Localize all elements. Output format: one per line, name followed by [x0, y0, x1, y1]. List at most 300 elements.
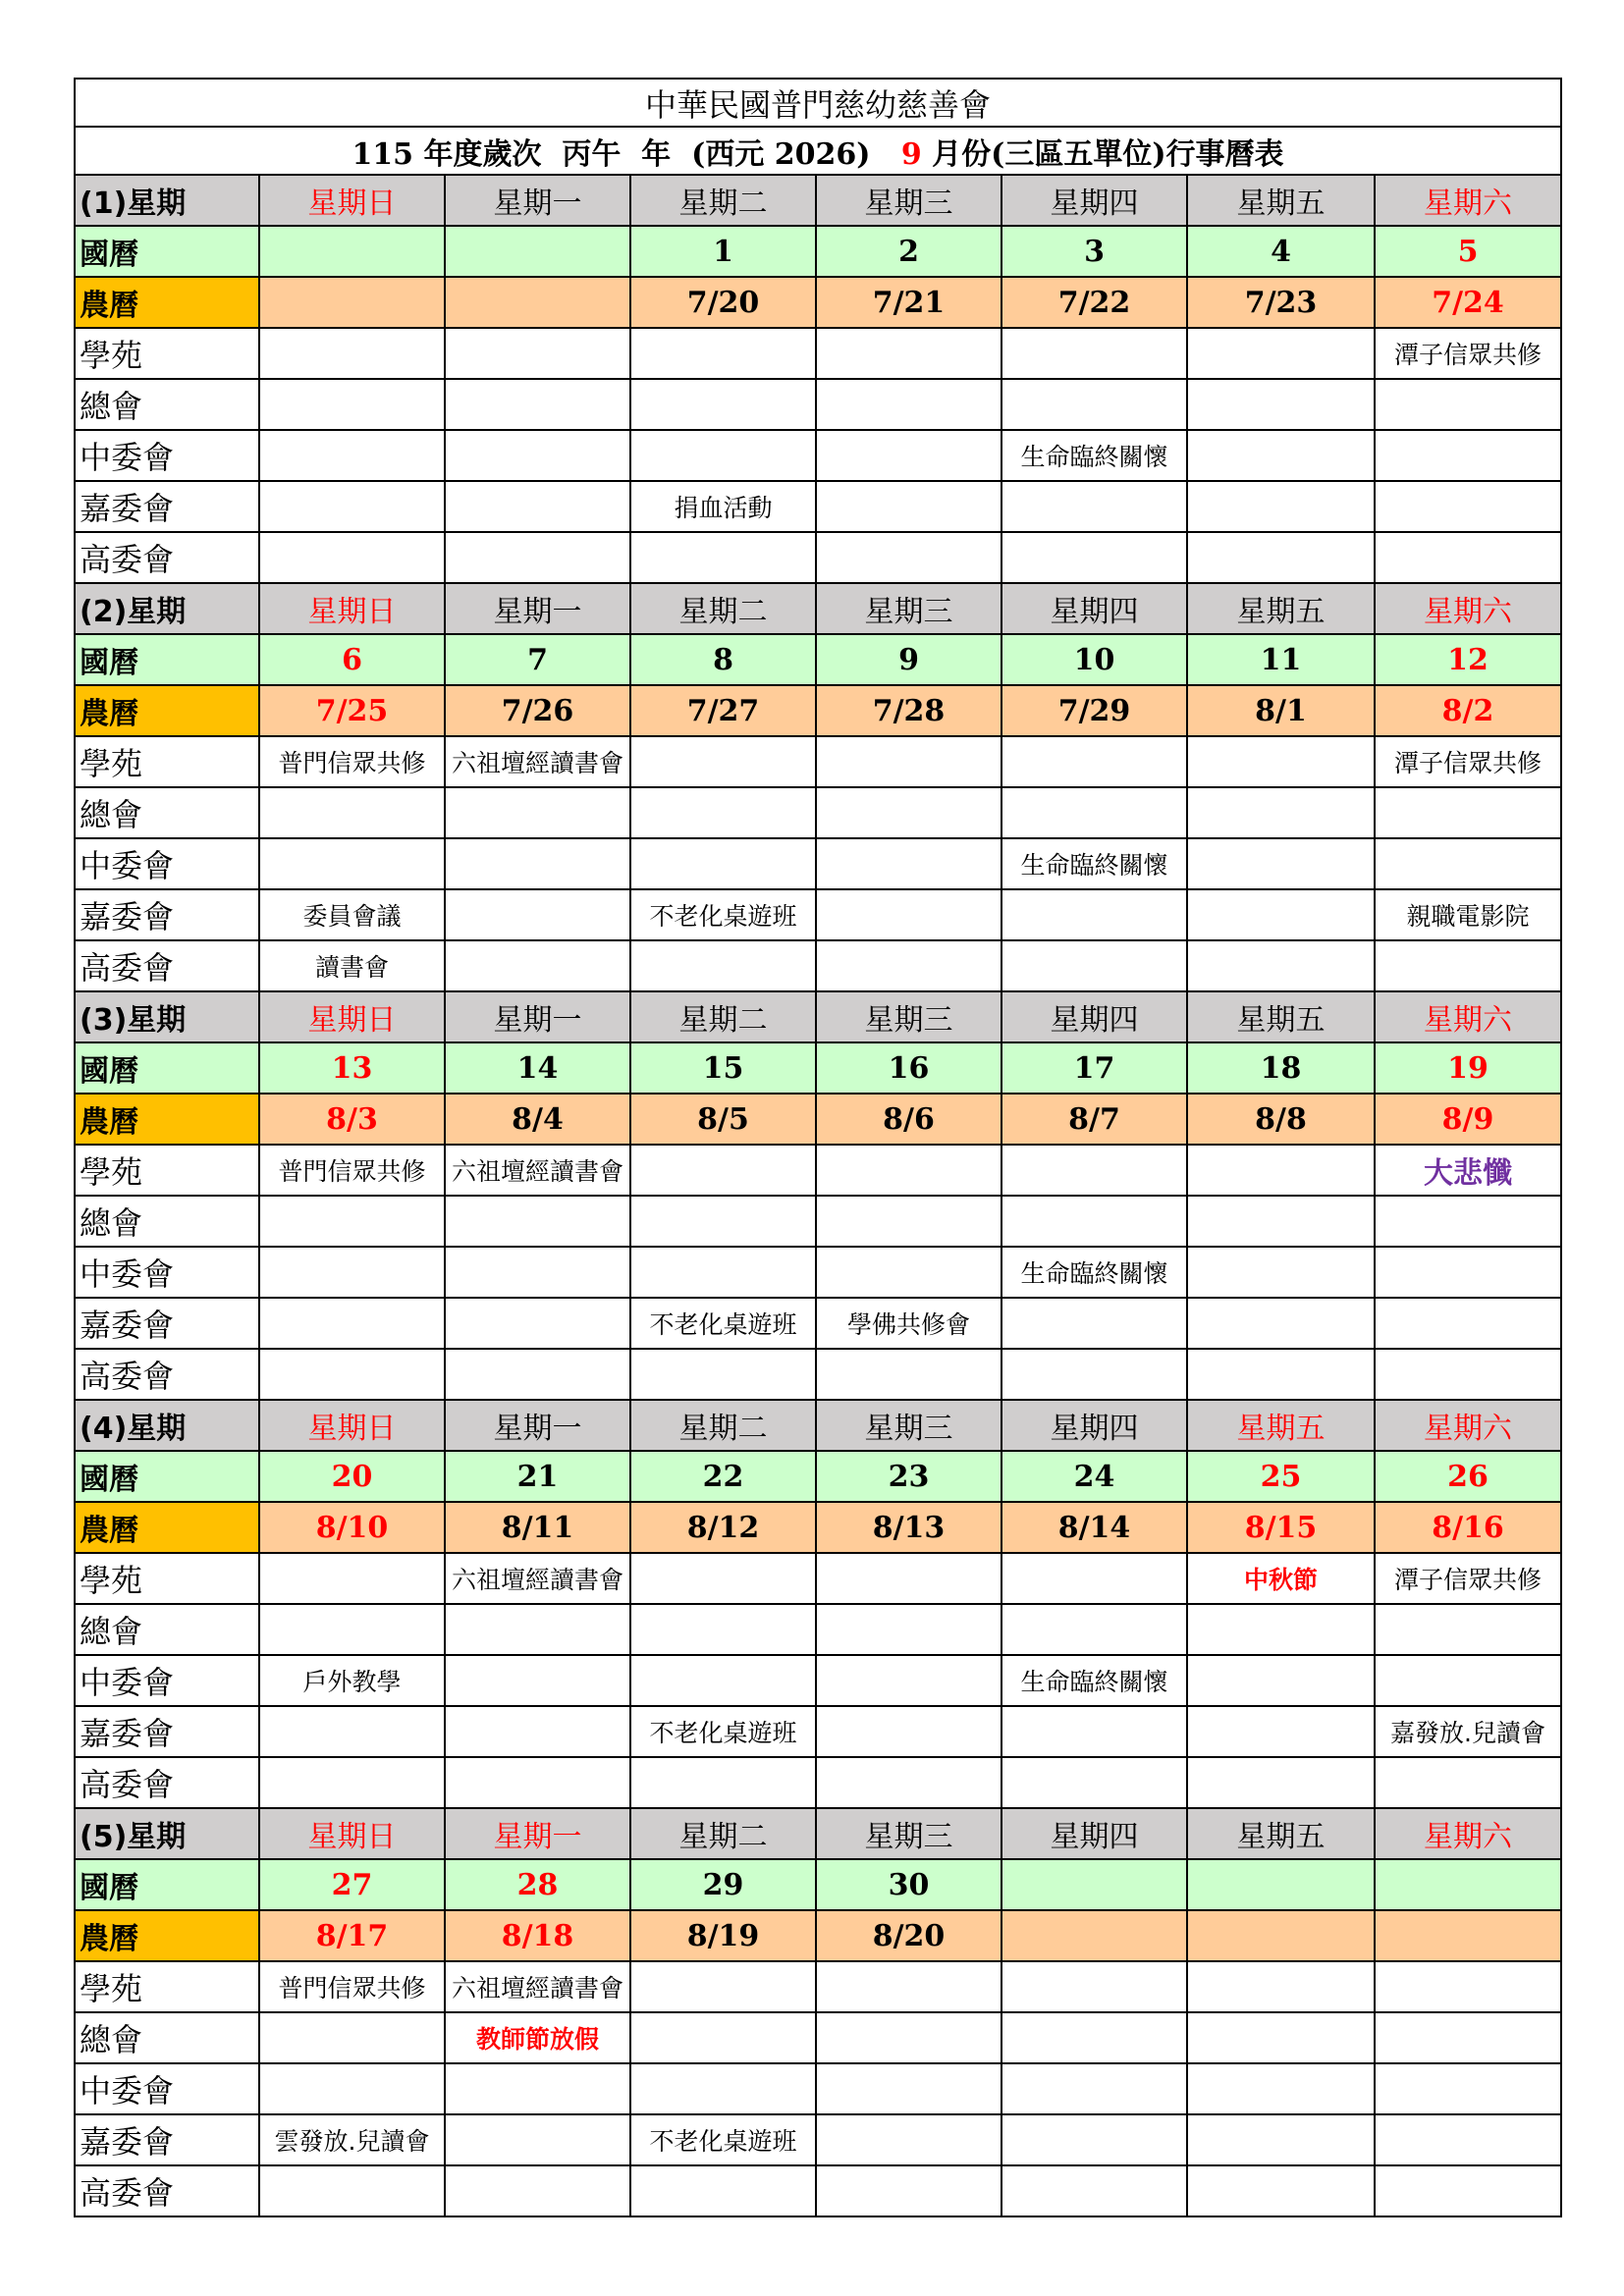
lunar-date-cell: 7/25: [259, 685, 445, 736]
unit-label: 嘉委會: [75, 1298, 259, 1349]
unit-label: 高委會: [75, 940, 259, 991]
weekday-cell: 星期四: [1001, 583, 1187, 634]
week-header-row: [75, 583, 1561, 634]
week-label: (3)星期: [75, 991, 259, 1042]
event-cell: [816, 1961, 1001, 2012]
event-cell: [816, 532, 1001, 583]
lunar-label: 農曆: [75, 1910, 259, 1961]
week-header-row: [75, 1400, 1561, 1451]
event-cell: [1375, 481, 1561, 532]
event-cell: [445, 787, 630, 838]
gregorian-row: [75, 226, 1561, 277]
event-cell: [816, 2012, 1001, 2063]
event-cell: [630, 1553, 816, 1604]
weekday-cell: 星期三: [816, 1808, 1001, 1859]
week-header-row: [75, 1808, 1561, 1859]
event-row-central-committee: [75, 430, 1561, 481]
event-cell: [816, 379, 1001, 430]
event-cell: [445, 1349, 630, 1400]
gregorian-date-cell: 13: [259, 1042, 445, 1094]
lunar-date-cell: [259, 277, 445, 328]
event-cell: [445, 838, 630, 889]
event-cell: 潭子信眾共修: [1375, 1553, 1561, 1604]
event-cell: [1375, 2063, 1561, 2114]
event-cell: [816, 838, 1001, 889]
event-cell: [1375, 2165, 1561, 2216]
event-cell: [1187, 1349, 1375, 1400]
weekday-cell: 星期日: [259, 175, 445, 226]
weekday-cell: 星期二: [630, 1808, 816, 1859]
event-cell: [1187, 1706, 1375, 1757]
event-cell: [630, 1349, 816, 1400]
lunar-date-cell: [1187, 1910, 1375, 1961]
lunar-date-cell: 8/11: [445, 1502, 630, 1553]
event-cell: [816, 1757, 1001, 1808]
event-cell: [630, 2012, 816, 2063]
unit-label: 嘉委會: [75, 481, 259, 532]
event-cell: [259, 1757, 445, 1808]
gregorian-row: [75, 634, 1561, 685]
event-cell: [630, 838, 816, 889]
lunar-date-cell: 8/2: [1375, 685, 1561, 736]
lunar-label: 農曆: [75, 277, 259, 328]
gregorian-date-cell: 8: [630, 634, 816, 685]
event-cell: [445, 940, 630, 991]
event-cell: [1187, 430, 1375, 481]
unit-label: 學苑: [75, 1961, 259, 2012]
lunar-date-cell: 8/6: [816, 1094, 1001, 1145]
event-cell: [259, 1196, 445, 1247]
weekday-cell: 星期六: [1375, 991, 1561, 1042]
event-row-kaohsiung-committee: [75, 940, 1561, 991]
event-cell: 六祖壇經讀書會: [445, 1961, 630, 2012]
weekday-cell: 星期一: [445, 1808, 630, 1859]
event-cell: [1375, 2012, 1561, 2063]
event-cell: [1187, 2165, 1375, 2216]
event-cell: [259, 2012, 445, 2063]
event-cell: [445, 532, 630, 583]
weekday-cell: 星期三: [816, 1400, 1001, 1451]
lunar-row: [75, 277, 1561, 328]
lunar-date-cell: 7/27: [630, 685, 816, 736]
event-cell: [630, 430, 816, 481]
lunar-date-cell: 8/14: [1001, 1502, 1187, 1553]
lunar-row: [75, 1094, 1561, 1145]
gregorian-label: 國曆: [75, 226, 259, 277]
event-cell: 委員會議: [259, 889, 445, 940]
subtitle-suffix: 月份(三區五單位)行事曆表: [921, 136, 1284, 172]
event-row-kaohsiung-committee: [75, 532, 1561, 583]
gregorian-date-cell: 18: [1187, 1042, 1375, 1094]
event-cell: [1187, 1145, 1375, 1196]
lunar-date-cell: 8/10: [259, 1502, 445, 1553]
event-cell: [1001, 1757, 1187, 1808]
event-cell: 不老化桌遊班: [630, 889, 816, 940]
event-cell: 生命臨終關懷: [1001, 838, 1187, 889]
gregorian-label: 國曆: [75, 1859, 259, 1910]
event-cell: [1375, 1247, 1561, 1298]
event-cell: 不老化桌遊班: [630, 1298, 816, 1349]
lunar-date-cell: 7/24: [1375, 277, 1561, 328]
event-cell: [630, 532, 816, 583]
subtitle-prefix: 115 年度歲次 丙午 年 (西元 2026): [352, 136, 901, 172]
event-row-headquarters: [75, 1604, 1561, 1655]
event-cell: 親職電影院: [1375, 889, 1561, 940]
event-row-academy: [75, 328, 1561, 379]
unit-label: 中委會: [75, 1247, 259, 1298]
unit-label: 嘉委會: [75, 2114, 259, 2165]
event-cell: [816, 1247, 1001, 1298]
event-cell: [1001, 1298, 1187, 1349]
event-cell: [445, 2114, 630, 2165]
event-cell: [1187, 481, 1375, 532]
weekday-cell: 星期二: [630, 583, 816, 634]
weekday-cell: 星期二: [630, 991, 816, 1042]
event-cell: [1187, 328, 1375, 379]
event-cell: [1187, 2114, 1375, 2165]
lunar-date-cell: 8/13: [816, 1502, 1001, 1553]
event-cell: 生命臨終關懷: [1001, 1655, 1187, 1706]
weekday-cell: 星期四: [1001, 1400, 1187, 1451]
week-label: (4)星期: [75, 1400, 259, 1451]
page-title: 中華民國普門慈幼慈善會: [75, 79, 1561, 127]
event-cell: 普門信眾共修: [259, 736, 445, 787]
lunar-date-cell: 7/21: [816, 277, 1001, 328]
unit-label: 中委會: [75, 430, 259, 481]
gregorian-date-cell: 29: [630, 1859, 816, 1910]
event-cell: [630, 787, 816, 838]
week-label: (1)星期: [75, 175, 259, 226]
gregorian-date-cell: 20: [259, 1451, 445, 1502]
event-cell: [1375, 1298, 1561, 1349]
event-cell: [259, 2063, 445, 2114]
weekday-cell: 星期六: [1375, 1808, 1561, 1859]
lunar-date-cell: 8/18: [445, 1910, 630, 1961]
weekday-cell: 星期三: [816, 175, 1001, 226]
gregorian-date-cell: 4: [1187, 226, 1375, 277]
event-cell: [1375, 379, 1561, 430]
event-cell: [1001, 328, 1187, 379]
lunar-date-cell: 8/8: [1187, 1094, 1375, 1145]
weekday-cell: 星期三: [816, 583, 1001, 634]
gregorian-date-cell: 1: [630, 226, 816, 277]
week-header-row: [75, 175, 1561, 226]
gregorian-label: 國曆: [75, 634, 259, 685]
event-cell: [1375, 1349, 1561, 1400]
event-cell: [816, 889, 1001, 940]
event-cell: [259, 532, 445, 583]
event-cell: 捐血活動: [630, 481, 816, 532]
gregorian-date-cell: 17: [1001, 1042, 1187, 1094]
event-cell: [1187, 1247, 1375, 1298]
lunar-label: 農曆: [75, 1094, 259, 1145]
event-cell: [1375, 1604, 1561, 1655]
gregorian-date-cell: 22: [630, 1451, 816, 1502]
gregorian-date-cell: 15: [630, 1042, 816, 1094]
event-cell: [816, 1706, 1001, 1757]
event-cell: [445, 1196, 630, 1247]
event-cell: [1375, 1196, 1561, 1247]
event-row-central-committee: [75, 1247, 1561, 1298]
event-cell: [816, 2114, 1001, 2165]
event-cell: [630, 2165, 816, 2216]
event-cell: 雲發放.兒讀會: [259, 2114, 445, 2165]
lunar-date-cell: 8/4: [445, 1094, 630, 1145]
event-cell: [1001, 787, 1187, 838]
event-cell: [1001, 889, 1187, 940]
weekday-cell: 星期六: [1375, 1400, 1561, 1451]
event-row-kaohsiung-committee: [75, 2165, 1561, 2216]
unit-label: 高委會: [75, 1757, 259, 1808]
event-cell: [445, 1757, 630, 1808]
lunar-row: [75, 1910, 1561, 1961]
event-cell: [1001, 532, 1187, 583]
event-cell: [445, 889, 630, 940]
unit-label: 高委會: [75, 532, 259, 583]
event-cell: [630, 736, 816, 787]
weekday-cell: 星期五: [1187, 991, 1375, 1042]
gregorian-date-cell: 25: [1187, 1451, 1375, 1502]
lunar-date-cell: 8/9: [1375, 1094, 1561, 1145]
event-cell: [259, 1706, 445, 1757]
lunar-date-cell: 8/12: [630, 1502, 816, 1553]
unit-label: 嘉委會: [75, 1706, 259, 1757]
event-cell: 學佛共修會: [816, 1298, 1001, 1349]
event-row-chiayi-committee: [75, 889, 1561, 940]
event-cell: [259, 1298, 445, 1349]
event-row-chiayi-committee: [75, 2114, 1561, 2165]
lunar-date-cell: 8/3: [259, 1094, 445, 1145]
event-cell: [1187, 940, 1375, 991]
event-cell: 潭子信眾共修: [1375, 328, 1561, 379]
gregorian-row: [75, 1042, 1561, 1094]
event-cell: [816, 1145, 1001, 1196]
event-cell: [259, 838, 445, 889]
lunar-date-cell: 8/5: [630, 1094, 816, 1145]
event-cell: [1375, 1757, 1561, 1808]
lunar-date-cell: 8/15: [1187, 1502, 1375, 1553]
gregorian-date-cell: 7: [445, 634, 630, 685]
lunar-date-cell: 8/7: [1001, 1094, 1187, 1145]
event-cell: [1001, 1145, 1187, 1196]
gregorian-date-cell: 28: [445, 1859, 630, 1910]
weekday-cell: 星期一: [445, 175, 630, 226]
event-cell: [1001, 2063, 1187, 2114]
event-cell: 大悲懺: [1375, 1145, 1561, 1196]
gregorian-label: 國曆: [75, 1451, 259, 1502]
event-cell: [1187, 1961, 1375, 2012]
unit-label: 學苑: [75, 1145, 259, 1196]
event-row-central-committee: [75, 2063, 1561, 2114]
event-cell: [1001, 1553, 1187, 1604]
event-cell: [1187, 1757, 1375, 1808]
gregorian-date-cell: [1375, 1859, 1561, 1910]
gregorian-row: [75, 1859, 1561, 1910]
unit-label: 嘉委會: [75, 889, 259, 940]
event-cell: [630, 1145, 816, 1196]
event-cell: [630, 1961, 816, 2012]
lunar-date-cell: 7/29: [1001, 685, 1187, 736]
gregorian-date-cell: 12: [1375, 634, 1561, 685]
gregorian-date-cell: 2: [816, 226, 1001, 277]
gregorian-date-cell: 5: [1375, 226, 1561, 277]
gregorian-label: 國曆: [75, 1042, 259, 1094]
lunar-date-cell: 8/19: [630, 1910, 816, 1961]
event-cell: [816, 940, 1001, 991]
event-cell: 六祖壇經讀書會: [445, 1145, 630, 1196]
event-cell: 中秋節: [1187, 1553, 1375, 1604]
event-cell: [259, 1604, 445, 1655]
event-cell: [445, 481, 630, 532]
event-row-chiayi-committee: [75, 1298, 1561, 1349]
lunar-date-cell: 8/1: [1187, 685, 1375, 736]
event-cell: [1187, 532, 1375, 583]
weekday-cell: 星期日: [259, 991, 445, 1042]
event-cell: [816, 2063, 1001, 2114]
gregorian-date-cell: 11: [1187, 634, 1375, 685]
event-cell: [630, 2063, 816, 2114]
lunar-date-cell: 7/26: [445, 685, 630, 736]
gregorian-date-cell: 26: [1375, 1451, 1561, 1502]
event-cell: 不老化桌遊班: [630, 1706, 816, 1757]
weekday-cell: 星期一: [445, 1400, 630, 1451]
event-cell: [445, 1655, 630, 1706]
event-cell: [1001, 1196, 1187, 1247]
event-cell: [1001, 2012, 1187, 2063]
lunar-label: 農曆: [75, 1502, 259, 1553]
lunar-date-cell: [1375, 1910, 1561, 1961]
weekday-cell: 星期四: [1001, 991, 1187, 1042]
event-cell: [1375, 1655, 1561, 1706]
event-cell: [1001, 1349, 1187, 1400]
lunar-date-cell: 8/16: [1375, 1502, 1561, 1553]
weekday-cell: 星期六: [1375, 175, 1561, 226]
event-row-headquarters: [75, 787, 1561, 838]
event-cell: 生命臨終關懷: [1001, 1247, 1187, 1298]
event-cell: [1187, 889, 1375, 940]
unit-label: 高委會: [75, 2165, 259, 2216]
page-subtitle: [75, 127, 1561, 175]
event-cell: [259, 430, 445, 481]
event-cell: [259, 2165, 445, 2216]
event-cell: [1001, 736, 1187, 787]
event-cell: [1375, 1961, 1561, 2012]
event-cell: [1187, 838, 1375, 889]
unit-label: 中委會: [75, 1655, 259, 1706]
lunar-label: 農曆: [75, 685, 259, 736]
gregorian-date-cell: 24: [1001, 1451, 1187, 1502]
gregorian-date-cell: 16: [816, 1042, 1001, 1094]
gregorian-date-cell: [1187, 1859, 1375, 1910]
weekday-cell: 星期五: [1187, 1400, 1375, 1451]
event-cell: [1375, 430, 1561, 481]
event-cell: [445, 2165, 630, 2216]
event-row-headquarters: [75, 2012, 1561, 2063]
event-cell: [630, 1757, 816, 1808]
event-row-central-committee: [75, 838, 1561, 889]
event-cell: [445, 1298, 630, 1349]
event-row-academy: [75, 1961, 1561, 2012]
weekday-cell: 星期三: [816, 991, 1001, 1042]
unit-label: 學苑: [75, 736, 259, 787]
gregorian-date-cell: 10: [1001, 634, 1187, 685]
event-cell: [1187, 379, 1375, 430]
lunar-date-cell: 7/20: [630, 277, 816, 328]
calendar-table: [74, 78, 1562, 2217]
week-header-row: [75, 991, 1561, 1042]
event-cell: [1375, 838, 1561, 889]
event-cell: [1001, 1604, 1187, 1655]
subtitle-month: 9: [900, 136, 922, 172]
event-cell: [1187, 787, 1375, 838]
event-row-headquarters: [75, 379, 1561, 430]
gregorian-date-cell: [1001, 1859, 1187, 1910]
event-cell: [1001, 940, 1187, 991]
event-cell: [1375, 940, 1561, 991]
lunar-row: [75, 685, 1561, 736]
event-cell: 戶外教學: [259, 1655, 445, 1706]
gregorian-date-cell: 23: [816, 1451, 1001, 1502]
unit-label: 總會: [75, 1604, 259, 1655]
weekday-cell: 星期日: [259, 1400, 445, 1451]
event-cell: 教師節放假: [445, 2012, 630, 2063]
event-cell: [1375, 787, 1561, 838]
week-label: (2)星期: [75, 583, 259, 634]
gregorian-date-cell: [445, 226, 630, 277]
event-cell: 生命臨終關懷: [1001, 430, 1187, 481]
event-cell: [445, 1706, 630, 1757]
gregorian-date-cell: 21: [445, 1451, 630, 1502]
event-row-academy: [75, 736, 1561, 787]
title-row: [75, 79, 1561, 127]
event-cell: [630, 940, 816, 991]
event-cell: [630, 1196, 816, 1247]
event-cell: [445, 379, 630, 430]
event-cell: [816, 1349, 1001, 1400]
lunar-row: [75, 1502, 1561, 1553]
event-cell: [816, 2165, 1001, 2216]
event-cell: 六祖壇經讀書會: [445, 736, 630, 787]
event-cell: [259, 1349, 445, 1400]
event-cell: [1187, 1196, 1375, 1247]
event-cell: [630, 1604, 816, 1655]
weekday-cell: 星期四: [1001, 175, 1187, 226]
gregorian-date-cell: 6: [259, 634, 445, 685]
gregorian-date-cell: 19: [1375, 1042, 1561, 1094]
weekday-cell: 星期二: [630, 1400, 816, 1451]
unit-label: 總會: [75, 379, 259, 430]
event-cell: 普門信眾共修: [259, 1961, 445, 2012]
gregorian-date-cell: [259, 226, 445, 277]
event-cell: [445, 328, 630, 379]
lunar-date-cell: 8/17: [259, 1910, 445, 1961]
event-cell: [445, 430, 630, 481]
event-cell: [1187, 1604, 1375, 1655]
lunar-date-cell: 8/20: [816, 1910, 1001, 1961]
gregorian-date-cell: 9: [816, 634, 1001, 685]
unit-label: 總會: [75, 2012, 259, 2063]
unit-label: 中委會: [75, 2063, 259, 2114]
event-cell: [1187, 2063, 1375, 2114]
event-cell: [259, 1553, 445, 1604]
event-cell: [816, 787, 1001, 838]
gregorian-date-cell: 30: [816, 1859, 1001, 1910]
event-cell: [445, 2063, 630, 2114]
event-cell: [816, 1604, 1001, 1655]
unit-label: 學苑: [75, 1553, 259, 1604]
event-cell: [445, 1604, 630, 1655]
weekday-cell: 星期五: [1187, 175, 1375, 226]
